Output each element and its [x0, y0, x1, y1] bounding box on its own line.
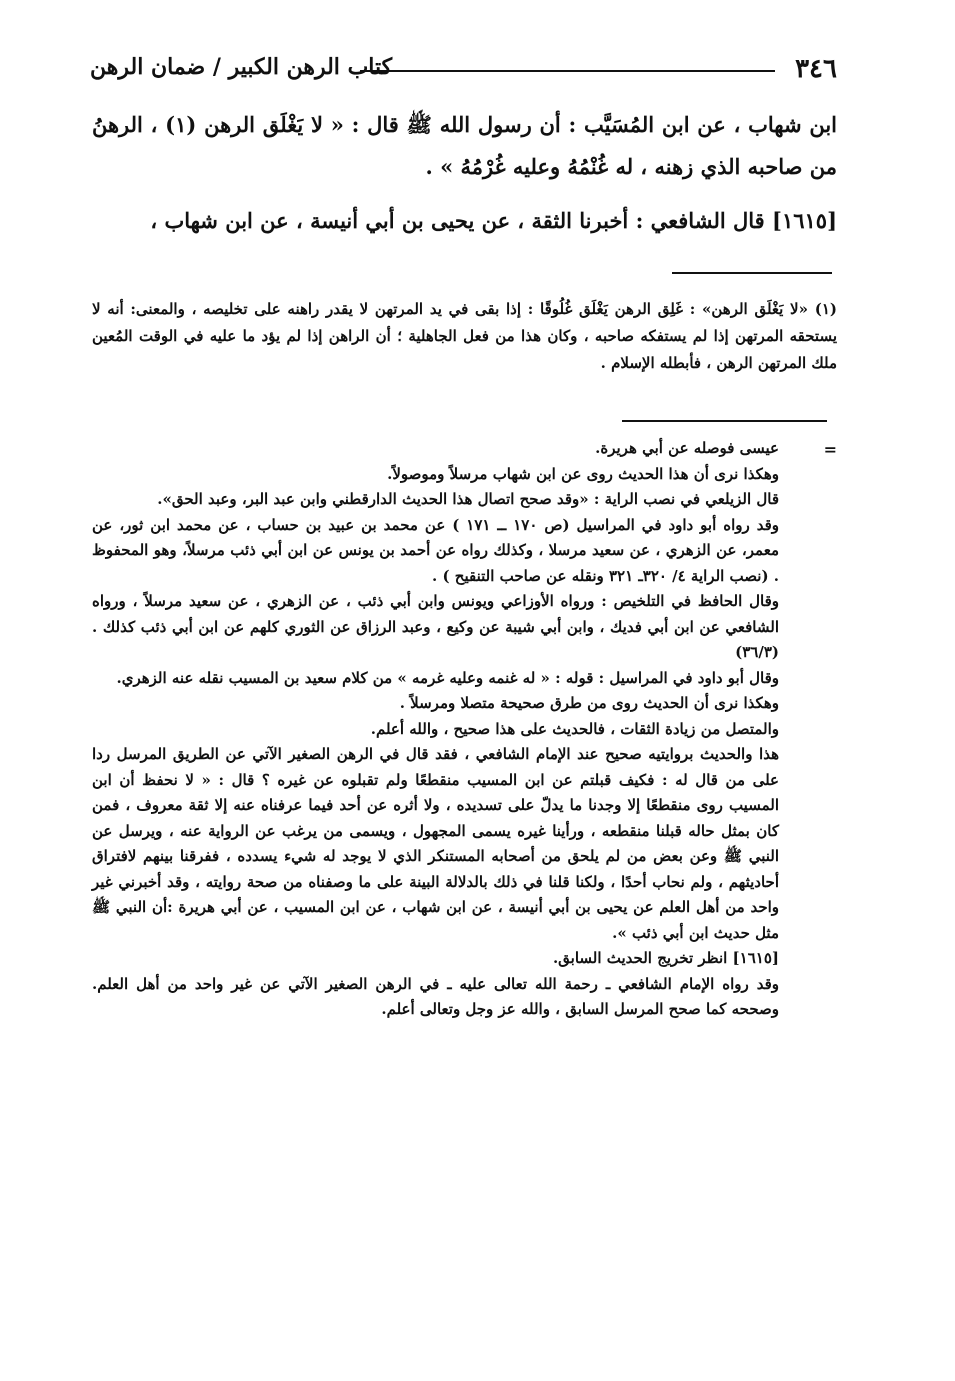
commentary	[92, 436, 779, 1023]
running-title: كتاب الرهن الكبير / ضمان الرهن	[90, 54, 393, 80]
continuation-mark: =	[823, 440, 837, 459]
header-rule	[360, 70, 775, 72]
commentary-paragraph: وقال الحافظ في التلخيص : ورواه الأوزاعي ويونس وابن أبي ذئب ، عن الزهري ، عن سعيد مرسلاً ، ورواه الشافعي عن ابن أبي فديك ، وابن أبي شيبة عن وكيع ، وعبد الرزاق عن الثوري كلهم عن ابن أبي ذئب كذلك . (٣٦/٣)	[92, 592, 779, 661]
page-header	[90, 54, 837, 88]
commentary-paragraph: قال الزيلعي في نصب الراية : «وقد صحح اتصال هذا الحديث الدارقطني وابن عبد البر، وعبد الحق».	[157, 490, 779, 508]
hadith-1615: [١٦١٥] قال الشافعي : أخبرنا الثقة ، عن يحيى بن أبي أنيسة ، عن ابن شهاب ،	[150, 208, 837, 233]
main-paragraph: ابن شهاب ، عن ابن المُسَيَّب : أن رسول الله ﷺ قال : « لا يَغْلَق الرهن (١) ، الرهنُ من صاحبه الذي زهنه ، له غُنْمُهُ وعليه غُرْمُهُ » .	[92, 112, 837, 179]
commentary-paragraph: وقد رواه أبو داود في المراسيل (ص ١٧٠ ــ ١٧١ ) عن محمد بن عبيد بن حساب ، عن محمد ابن ثور، عن معمر، عن الزهري ، عن سعيد مرسلا ، وكذلك رواه عن أحمد بن يونس عن ابن أبي ذئب مرسلاً، وهو المحفوظ . (نصب الراية ٤/ ٣٢٠ـ ٣٢١ ونقله عن صاحب التنقيح ) .	[92, 515, 780, 585]
main-text	[92, 104, 837, 242]
commentary-paragraph: عيسى فوصله عن أبي هريرة.	[595, 439, 779, 457]
footnote	[92, 296, 837, 377]
commentary-paragraph: وقد رواه الإمام الشافعي ـ رحمة الله تعالى عليه ـ في الرهن الصغير الآتي عن غير واحد من أهل العلم. وصححه كما صحح المرسل السابق ، والله عز وجل وتعالى أعلم.	[92, 974, 779, 1018]
commentary-paragraph: هذا والحديث بروايتيه صحيح عند الإمام الشافعي ، فقد قال في الرهن الصغير الآتي عن الطريق المرسل ردا على من قال له : فكيف قبلتم عن ابن المسيب منقطعًا ولم تقبلوه عن غيره ؟ قال : « لا نحفظ أن ابن المسيب روى منقطعًا إلا وجدنا ما يدلّ على تسديده ، ولا أثره عن أحد فيما عرفناه عنه إلا ثقة معروف ، فمن كان بمثل حاله قبلنا منقطعه ، ورأينا غيره يسمى المجهول ، ويسمى من يرغب عن الرواية عنه ، ويرسل عن النبي ﷺ وعن بعض من لم يلحق من أصحابه المستنكر الذي لا يوجد له شيء يسدده ، ففرقنا بينهم لافتراق أحاديثهم ، ولم نحاب أحدًا ، ولكنا قلنا في ذلك بالدلالة البينة على ما وصفناه من صحة روايته ، وقد أخبرني غير واحد من أهل العلم عن يحيى بن أبي أنيسة ، عن ابن شهاب ، عن ابن المسيب ، عن أبي هريرة :أن النبي ﷺ مثل حديث ابن أبي ذئب ».	[92, 745, 779, 942]
commentary-paragraph: وهكذا نرى أن الحديث روى من طرق صحيحة متصلا ومرسلاً .	[399, 694, 779, 712]
commentary-paragraph: وهكذا نرى أن هذا الحديث روى عن ابن شهاب مرسلاً وموصولاً.	[387, 464, 779, 483]
commentary-paragraph: والمتصل من زيادة الثقات ، فالحديث على هذا صحيح ، والله أعلم.	[370, 719, 779, 738]
commentary-paragraph: [١٦١٥] انظر تخريج الحديث السابق.	[552, 949, 779, 967]
page-number: ٣٤٦	[795, 54, 837, 84]
commentary-separator	[622, 420, 827, 422]
footnote-1: (١) «لا يَغْلَق الرهن» : غَلِق الرهن يَغْلَق غُلُوقًا : إذا بقى في يد المرتهن لا يقدر راهنه على تخليصه ، والمعنى: أنه لا يستحقه المرتهن إذا لم يستفكه صاحبه ، وكان هذا من فعل الجاهلية ؛ أن الراهن إذا لم يؤد ما عليه في الوقت المُعين ملك المرتهن الرهن ، فأبطله الإسلام .	[92, 300, 837, 372]
footnote-separator	[672, 272, 832, 274]
commentary-paragraph: وقال أبو داود في المراسيل : قوله : « له غنمه وعليه غرمه » من كلام سعيد بن المسيب نقله عنه الزهري.	[116, 668, 779, 687]
